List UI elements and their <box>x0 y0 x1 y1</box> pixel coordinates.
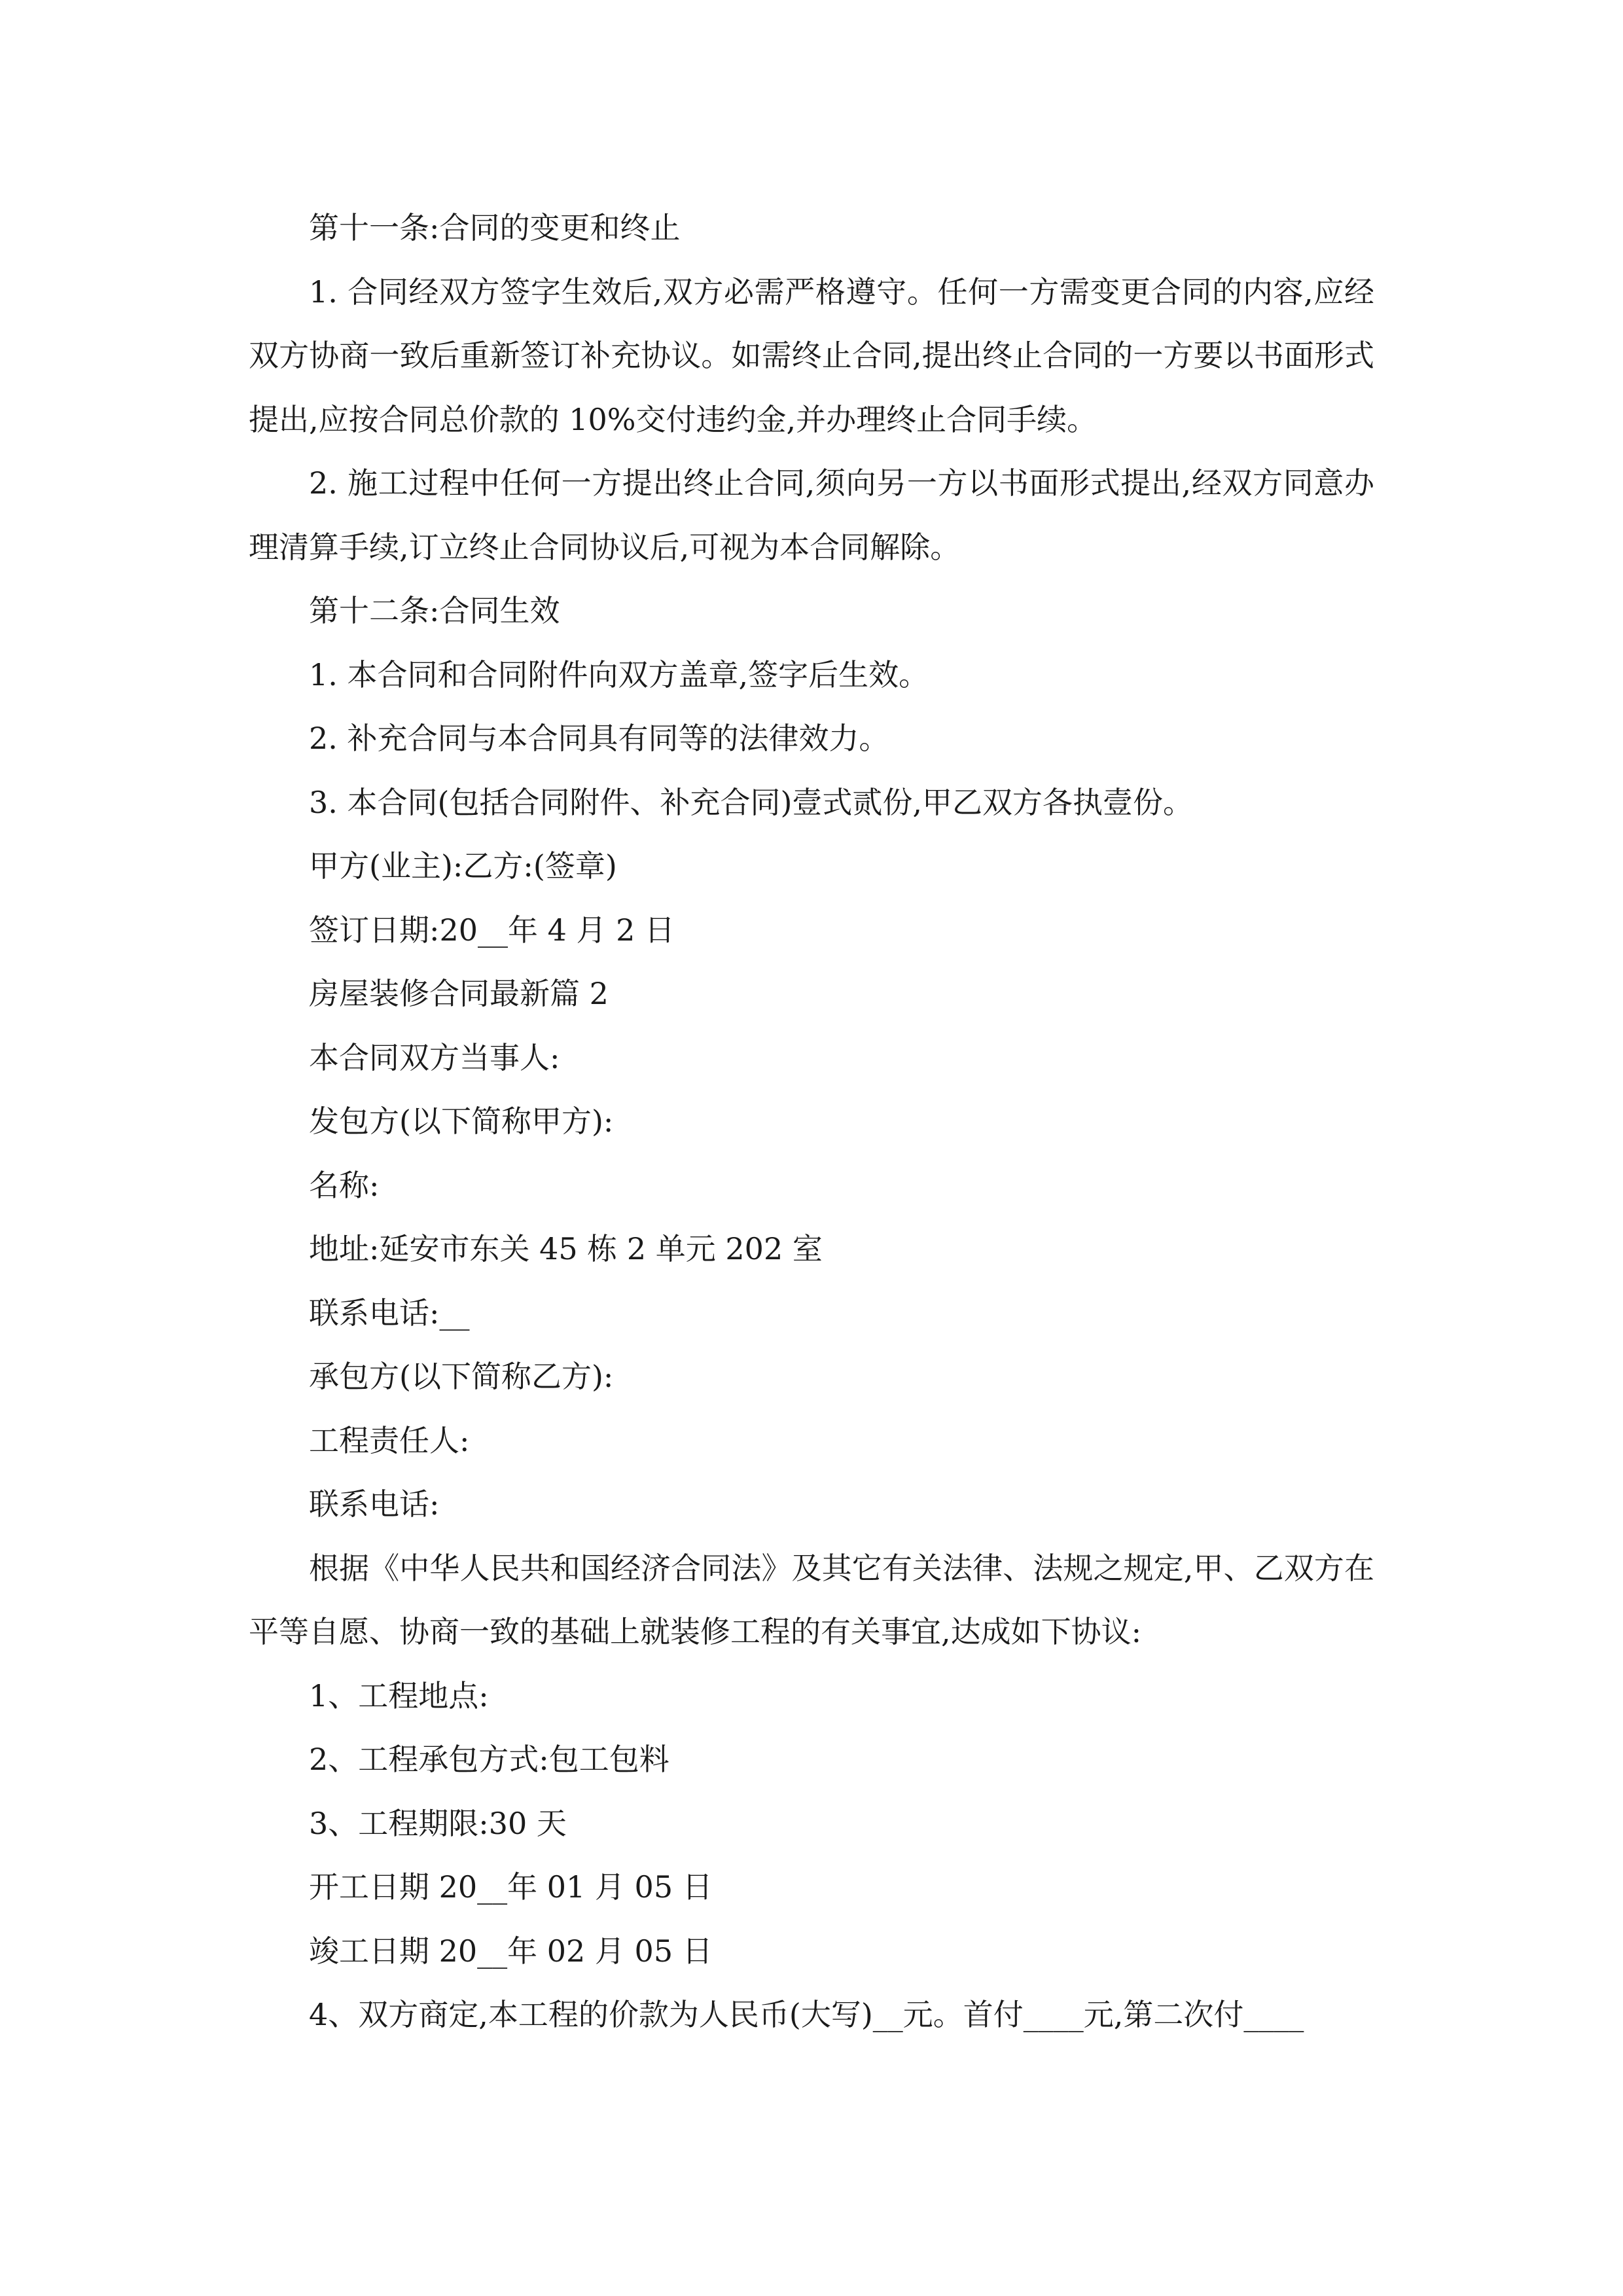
article-11-item-1: 1. 合同经双方签字生效后,双方必需严格遵守。任何一方需变更合同的内容,应经双方协商一致后重新签订补充协议。如需终止合同,提出终止合同的一方要以书面形式提出,应按合同总价款的 10%交付违约金,并办理终止合同手续。 <box>249 274 1374 437</box>
article-12-item-2: 2. 补充合同与本合同具有同等的法律效力。 <box>309 721 889 756</box>
signatories-line: 甲方(业主):乙方:(签章) <box>309 848 617 884</box>
article-11-title: 第十一条:合同的变更和终止 <box>309 210 681 245</box>
article-12-item-1: 1. 本合同和合同附件向双方盖章,签字后生效。 <box>309 656 929 692</box>
party-a-heading: 发包方(以下简称甲方): <box>309 1103 614 1139</box>
article-12-title: 第十二条:合同生效 <box>309 593 560 628</box>
parties-heading: 本合同双方当事人: <box>309 1039 560 1075</box>
document-page <box>249 196 1374 2047</box>
section-2-title: 房屋装修合同最新篇 2 <box>309 976 609 1011</box>
article-11-item-2: 2. 施工过程中任何一方提出终止合同,须向另一方以书面形式提出,经双方同意办理清算手续,订立终止合同协议后,可视为本合同解除。 <box>249 465 1374 565</box>
start-date: 开工日期 20__年 01 月 05 日 <box>309 1869 713 1905</box>
end-date: 竣工日期 20__年 02 月 05 日 <box>309 1933 713 1969</box>
clause-4: 4、双方商定,本工程的价款为人民币(大写)__元。首付____元,第二次付____ <box>309 1997 1304 2032</box>
clause-3: 3、工程期限:30 天 <box>309 1805 567 1841</box>
clause-1: 1、工程地点: <box>309 1677 489 1713</box>
party-b-manager: 工程责任人: <box>309 1422 470 1458</box>
party-b-phone: 联系电话: <box>309 1486 440 1522</box>
party-a-name: 名称: <box>309 1167 380 1203</box>
party-a-address: 地址:延安市东关 45 栋 2 单元 202 室 <box>309 1231 823 1266</box>
clause-2: 2、工程承包方式:包工包料 <box>309 1742 669 1777</box>
party-a-phone: 联系电话:__ <box>309 1295 470 1331</box>
article-12-item-3: 3. 本合同(包括合同附件、补充合同)壹式贰份,甲乙双方各执壹份。 <box>309 784 1194 820</box>
sign-date: 签订日期:20__年 4 月 2 日 <box>309 912 675 948</box>
basis-paragraph: 根据《中华人民共和国经济合同法》及其它有关法律、法规之规定,甲、乙双方在平等自愿、协商一致的基础上就装修工程的有关事宜,达成如下协议: <box>249 1550 1374 1649</box>
party-b-heading: 承包方(以下简称乙方): <box>309 1359 614 1394</box>
